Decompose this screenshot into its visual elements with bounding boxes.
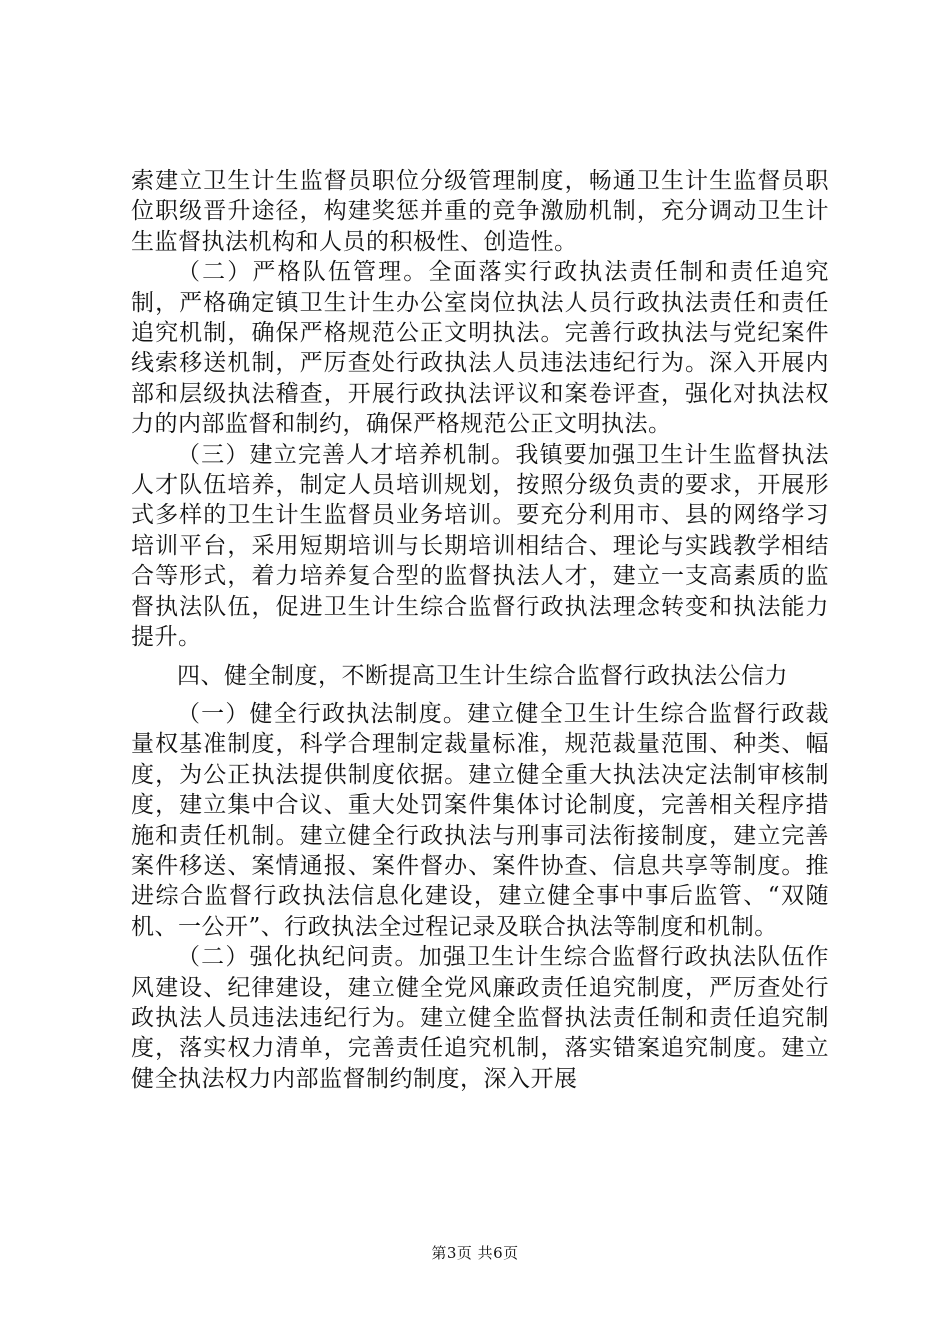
- paragraph-law-enforcement-system: （一）健全行政执法制度。建立健全卫生计生综合监督行政裁量权基准制度，科学合理制定裁量标准，规范裁量范围、种类、幅度，为公正执法提供制度依据。建立健全重大执法决定法制审核制度，建立集中合议、重大处罚案件集体讨论制度，完善相关程序措施和责任机制。建立健全行政执法与刑事司法衔接制度，建立完善案件移送、案情通报、案件督办、案件协查、信息共享等制度。推进综合监督行政执法信息化建设，建立健全事中事后监管、“双随机、一公开”、行政执法全过程记录及联合执法等制度和机制。: [131, 700, 829, 940]
- paragraph-discipline-accountability: （二）强化执纪问责。加强卫生计生综合监督行政执法队伍作风建设、纪律建设，建立健全党风廉政责任追究制度，严厉查处行政执法人员违法违纪行为。建立健全监督执法责任制和责任追究制度，落实权力清单，完善责任追究机制，落实错案追究制度。建立健全执法权力内部监督制约制度，深入开展: [131, 944, 829, 1092]
- paragraph-talent-training: （三）建立完善人才培养机制。我镇要加强卫生计生监督执法人才队伍培养，制定人员培训规划，按照分级负责的要求，开展形式多样的卫生计生监督员业务培训。要充分利用市、县的网络学习培训平台，采用短期培训与长期培训相结合、理论与实践教学相结合等形式，着力培养复合型的监督执法人才，建立一支高素质的监督执法队伍，促进卫生计生综合监督行政执法理念转变和执法能力提升。: [131, 441, 829, 651]
- paragraph-team-management: （二）严格队伍管理。全面落实行政执法责任制和责任追究制，严格确定镇卫生计生办公室岗位执法人员行政执法责任和责任追究机制，确保严格规范公正文明执法。完善行政执法与党纪案件线索移送机制，严厉查处行政执法人员违法违纪行为。深入开展内部和层级执法稽查，开展行政执法评议和案卷评查，强化对执法权力的内部监督和制约，确保严格规范公正文明执法。: [131, 259, 829, 438]
- document-body: [131, 166, 829, 1094]
- section-heading-four: 四、健全制度，不断提高卫生计生综合监督行政执法公信力: [177, 662, 788, 689]
- page-number-footer: 第3页 共6页: [431, 1244, 519, 1262]
- paragraph-continuation: 索建立卫生计生监督员职位分级管理制度，畅通卫生计生监督员职位职级晋升途径，构建奖惩并重的竞争激励机制，充分调动卫生计生监督执法机构和人员的积极性、创造性。: [131, 168, 829, 255]
